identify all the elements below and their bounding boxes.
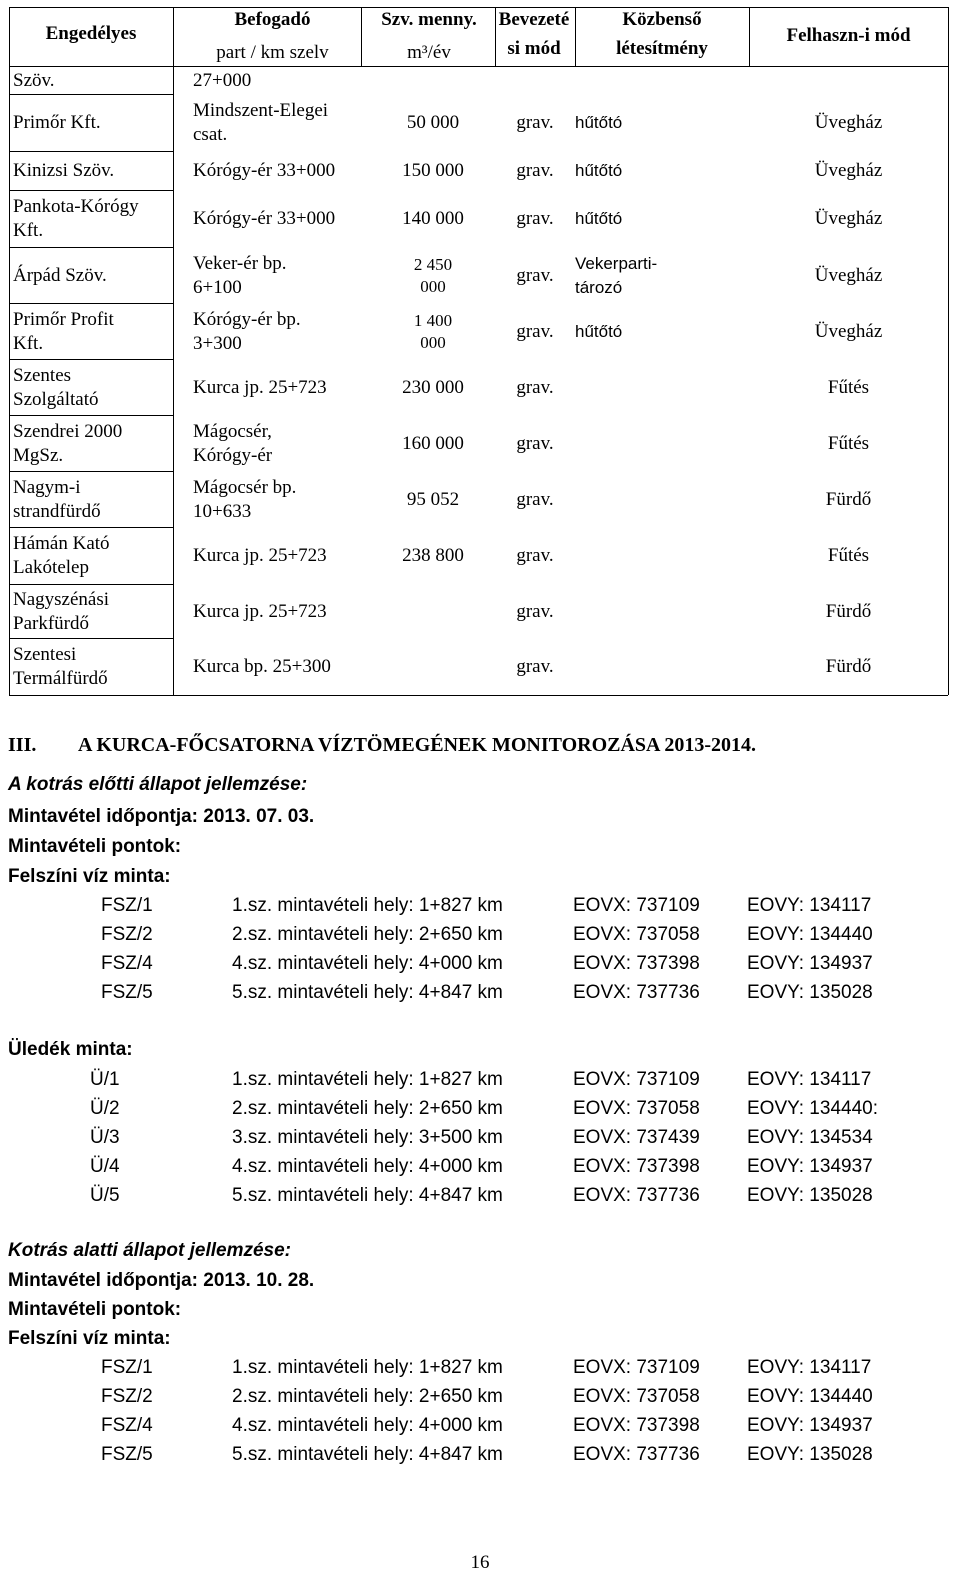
- point-location: 5.sz. mintavételi hely: 4+847 km: [232, 1444, 503, 1465]
- header-bevezetesi-1: Bevezeté: [498, 9, 570, 30]
- point-eovx: EOVX: 737736: [573, 982, 700, 1003]
- cell-szv: 95 052: [406, 488, 460, 510]
- cell-fel: Üvegház: [814, 112, 883, 133]
- point-eovy: EOVY: 134117: [747, 1357, 872, 1378]
- point-location: 5.sz. mintavételi hely: 4+847 km: [232, 1185, 503, 1206]
- point-id: FSZ/5: [101, 1444, 153, 1465]
- cell-koz: Vekerparti-: [575, 253, 658, 273]
- cell-bev: grav.: [516, 600, 554, 622]
- cell-eng: Szentesi: [13, 644, 77, 665]
- cell-fel: Üvegház: [814, 160, 883, 181]
- before-date: Mintavétel időpontja: 2013. 07. 03.: [8, 806, 315, 827]
- cell-bef: Kurca bp. 25+300: [193, 656, 331, 677]
- point-id: Ü/2: [90, 1098, 120, 1119]
- point-location: 2.sz. mintavételi hely: 2+650 km: [232, 1386, 503, 1407]
- cell-bef: 6+100: [193, 276, 242, 298]
- table-rule: [9, 638, 173, 639]
- cell-fel: Üvegház: [814, 264, 883, 286]
- point-eovy: EOVY: 135028: [747, 982, 873, 1003]
- point-eovx: EOVX: 737058: [573, 924, 700, 945]
- header-szv-2: m³/év: [407, 42, 451, 63]
- point-id: FSZ/4: [101, 953, 153, 974]
- header-bevezetesi-2: si mód: [507, 38, 561, 59]
- point-id: FSZ/4: [101, 1415, 153, 1436]
- cell-bef: Veker-ér bp.: [193, 252, 287, 274]
- cell-szv: 2 450: [413, 254, 453, 274]
- cell-szv: 000: [420, 276, 446, 296]
- table-rule: [9, 94, 173, 95]
- cell-bev: grav.: [516, 112, 554, 133]
- point-id: Ü/4: [90, 1156, 120, 1177]
- cell-fel: Fürdő: [825, 488, 872, 510]
- cell-szv: 1 400: [413, 310, 453, 330]
- point-location: 2.sz. mintavételi hely: 2+650 km: [232, 924, 503, 945]
- point-eovx: EOVX: 737398: [573, 1415, 700, 1436]
- table-rule: [9, 247, 173, 248]
- cell-eng: Parkfürdő: [13, 612, 89, 634]
- cell-fel: Fűtés: [827, 432, 870, 454]
- cell-bev: grav.: [516, 208, 554, 229]
- table-rule: [361, 7, 362, 66]
- cell-bef: Mindszent-Elegei: [193, 100, 329, 121]
- cell-eng: strandfürdő: [13, 500, 101, 522]
- point-eovy: EOVY: 134534: [747, 1127, 873, 1148]
- cell-szv: 160 000: [402, 432, 464, 454]
- point-location: 2.sz. mintavételi hely: 2+650 km: [232, 1098, 503, 1119]
- point-location: 1.sz. mintavételi hely: 1+827 km: [232, 1069, 503, 1090]
- table-rule: [9, 471, 173, 472]
- point-id: Ü/1: [90, 1069, 120, 1090]
- cell-bef: Kurca jp. 25+723: [193, 376, 327, 398]
- point-id: FSZ/2: [101, 924, 153, 945]
- point-eovx: EOVX: 737736: [573, 1444, 700, 1465]
- table-rule: [575, 7, 576, 66]
- point-eovx: EOVX: 737109: [573, 1069, 700, 1090]
- point-eovx: EOVX: 737109: [573, 1357, 700, 1378]
- point-location: 4.sz. mintavételi hely: 4+000 km: [232, 1156, 503, 1177]
- point-location: 4.sz. mintavételi hely: 4+000 km: [232, 1415, 503, 1436]
- point-eovy: EOVY: 135028: [747, 1185, 873, 1206]
- cell-bev: grav.: [516, 432, 554, 454]
- cell-bef: Mágocsér,: [193, 420, 272, 442]
- table-rule: [9, 7, 10, 695]
- cell-fel: Üvegház: [814, 208, 883, 229]
- point-location: 1.sz. mintavételi hely: 1+827 km: [232, 895, 503, 916]
- cell-bef: csat.: [193, 124, 228, 145]
- cell-eng: Nagym-i: [13, 476, 81, 498]
- cell-eng: Pankota-Kórógy: [13, 196, 139, 217]
- point-id: FSZ/1: [101, 1357, 153, 1378]
- cell-eng: Szendrei 2000: [13, 420, 123, 442]
- table-rule: [9, 190, 173, 191]
- header-befogado-1: Befogadó: [234, 9, 311, 30]
- cell-eng: Primőr Kft.: [13, 112, 101, 133]
- header-befogado-2: part / km szelv: [216, 42, 329, 63]
- point-eovx: EOVX: 737398: [573, 953, 700, 974]
- cell-eng: Szentes: [13, 364, 72, 386]
- point-eovx: EOVX: 737736: [573, 1185, 700, 1206]
- cell-fel: Üvegház: [814, 320, 883, 342]
- point-id: FSZ/1: [101, 895, 153, 916]
- point-eovy: EOVY: 134440: [747, 1386, 873, 1407]
- cell-bev: grav.: [516, 488, 554, 510]
- cell-bev: grav.: [516, 656, 554, 677]
- header-kozbenso-2: létesítmény: [616, 38, 708, 59]
- cell-szv: 150 000: [402, 160, 464, 181]
- point-id: Ü/3: [90, 1127, 120, 1148]
- cell-koz: tározó: [575, 277, 623, 297]
- point-eovx: EOVX: 737058: [573, 1386, 700, 1407]
- point-eovy: EOVY: 134937: [747, 1156, 873, 1177]
- point-eovx: EOVX: 737439: [573, 1127, 700, 1148]
- cell-koz: hűtőtó: [575, 161, 623, 180]
- cell-bef: Mágocsér bp.: [193, 476, 297, 498]
- page-number: 16: [470, 1552, 490, 1573]
- during-date: Mintavétel időpontja: 2013. 10. 28.: [8, 1270, 315, 1291]
- section-number: III.: [8, 734, 37, 756]
- table-rule: [9, 66, 948, 67]
- before-surface-label: Felszíni víz minta:: [8, 866, 171, 887]
- table-rule: [9, 695, 948, 696]
- cell-bef: 27+000: [193, 69, 252, 91]
- cell-bef: Kórógy-ér 33+000: [193, 208, 336, 229]
- header-felhaszn: Felhaszn-i mód: [786, 25, 911, 46]
- cell-szv: 230 000: [402, 376, 464, 398]
- point-location: 1.sz. mintavételi hely: 1+827 km: [232, 1357, 503, 1378]
- point-eovx: EOVX: 737398: [573, 1156, 700, 1177]
- cell-eng: Árpád Szöv.: [13, 264, 107, 286]
- cell-bef: Kurca jp. 25+723: [193, 600, 327, 622]
- cell-szv: 000: [420, 332, 446, 352]
- point-location: 5.sz. mintavételi hely: 4+847 km: [232, 982, 503, 1003]
- cell-fel: Fűtés: [827, 545, 870, 566]
- point-eovy: EOVY: 134440: [747, 924, 873, 945]
- cell-bef: Kórógy-ér 33+000: [193, 160, 336, 181]
- cell-koz: hűtőtó: [575, 321, 623, 341]
- cell-bev: grav.: [516, 160, 554, 181]
- point-eovx: EOVX: 737109: [573, 895, 700, 916]
- cell-bef: 3+300: [193, 332, 242, 354]
- table-rule: [9, 527, 173, 528]
- before-points-label: Mintavételi pontok:: [8, 836, 182, 857]
- cell-eng: Nagyszénási: [13, 588, 110, 610]
- cell-eng: Primőr Profit: [13, 308, 114, 330]
- point-eovy: EOVY: 134117: [747, 1069, 872, 1090]
- point-id: Ü/5: [90, 1185, 120, 1206]
- cell-eng: MgSz.: [13, 444, 64, 466]
- cell-eng: Lakótelep: [13, 557, 89, 578]
- point-eovx: EOVX: 737058: [573, 1098, 700, 1119]
- cell-eng: Szolgáltató: [13, 388, 99, 410]
- point-id: FSZ/5: [101, 982, 153, 1003]
- cell-eng: Hámán Kató: [13, 533, 110, 554]
- cell-bef: Kurca jp. 25+723: [193, 545, 327, 566]
- table-rule: [9, 151, 173, 152]
- cell-fel: Fürdő: [825, 600, 872, 622]
- cell-eng: Szöv.: [13, 69, 55, 91]
- header-engedelyes: Engedélyes: [45, 23, 137, 44]
- table-rule: [749, 7, 750, 66]
- header-szv-1: Szv. menny.: [381, 9, 477, 30]
- cell-eng: Termálfürdő: [13, 668, 108, 689]
- point-id: FSZ/2: [101, 1386, 153, 1407]
- cell-bef: Kórógy-ér bp.: [193, 308, 301, 330]
- during-points-label: Mintavételi pontok:: [8, 1299, 182, 1320]
- table-rule: [495, 7, 496, 66]
- during-surface-label: Felszíni víz minta:: [8, 1328, 171, 1349]
- water-use-table: [9, 7, 948, 695]
- cell-fel: Fűtés: [827, 376, 870, 398]
- header-kozbenso-1: Közbenső: [622, 9, 702, 30]
- point-eovy: EOVY: 134440:: [747, 1098, 878, 1119]
- cell-koz: hűtőtó: [575, 209, 623, 228]
- cell-szv: 238 800: [402, 545, 464, 566]
- table-rule: [948, 7, 949, 695]
- point-eovy: EOVY: 134937: [747, 953, 873, 974]
- before-heading: A kotrás előtti állapot jellemzése:: [8, 774, 308, 795]
- table-rule: [9, 7, 948, 8]
- cell-bev: grav.: [516, 545, 554, 566]
- table-rule: [9, 415, 173, 416]
- point-location: 3.sz. mintavételi hely: 3+500 km: [232, 1127, 503, 1148]
- table-rule: [9, 584, 173, 585]
- before-sediment-label: Üledék minta:: [8, 1039, 133, 1060]
- table-rule: [173, 7, 174, 695]
- section-title: A KURCA-FŐCSATORNA VÍZTÖMEGÉNEK MONITOROZÁSA 2013-2014.: [78, 734, 757, 756]
- table-rule: [9, 359, 173, 360]
- cell-szv: 140 000: [402, 208, 464, 229]
- table-rule: [9, 303, 173, 304]
- point-eovy: EOVY: 134117: [747, 895, 872, 916]
- cell-eng: Kft.: [13, 332, 44, 354]
- cell-bev: grav.: [516, 264, 554, 286]
- cell-bef: Kórógy-ér: [193, 444, 273, 466]
- cell-bev: grav.: [516, 320, 554, 342]
- point-eovy: EOVY: 135028: [747, 1444, 873, 1465]
- cell-koz: hűtőtó: [575, 113, 623, 132]
- point-eovy: EOVY: 134937: [747, 1415, 873, 1436]
- cell-szv: 50 000: [406, 112, 460, 133]
- cell-bev: grav.: [516, 376, 554, 398]
- cell-fel: Fürdő: [825, 656, 872, 677]
- cell-eng: Kft.: [13, 220, 44, 241]
- cell-bef: 10+633: [193, 500, 252, 522]
- point-location: 4.sz. mintavételi hely: 4+000 km: [232, 953, 503, 974]
- cell-eng: Kinizsi Szöv.: [13, 160, 115, 181]
- during-heading: Kotrás alatti állapot jellemzése:: [8, 1240, 291, 1261]
